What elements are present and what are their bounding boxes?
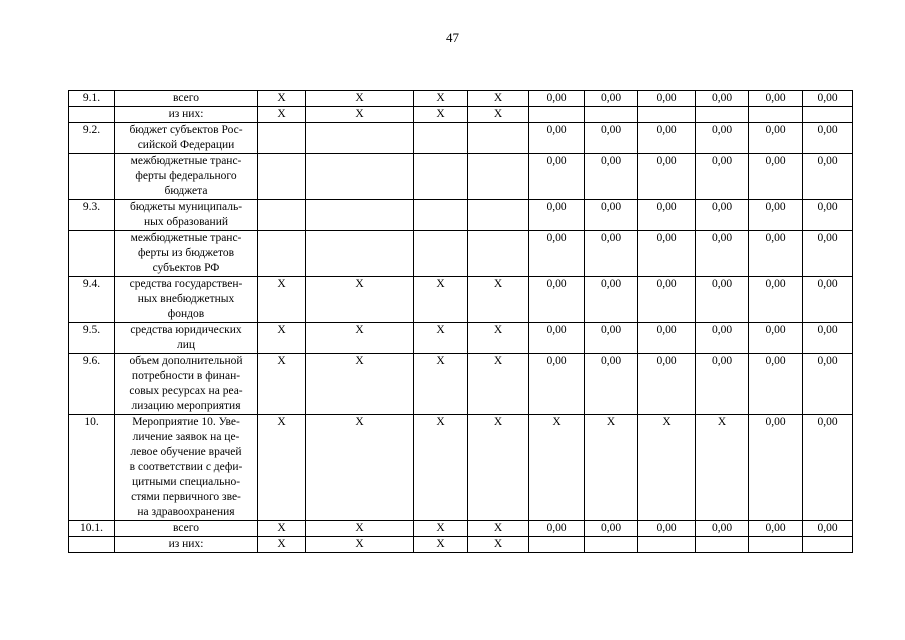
table-row	[69, 91, 853, 107]
value-cell: Х	[306, 107, 414, 123]
row-description-cell: межбюджетные транс- ферты из бюджетов субъектов РФ	[115, 231, 258, 277]
value-cell: 0,00	[638, 354, 696, 415]
row-number-cell: 10.1.	[69, 521, 115, 537]
row-description-cell: из них:	[115, 537, 258, 553]
value-cell: 0,00	[803, 521, 853, 537]
value-cell	[468, 154, 529, 200]
value-cell: Х	[414, 415, 468, 521]
row-description-cell: Мероприятие 10. Уве- личение заявок на це- левое обучение врачей в соответствии с дефи- цитными специально- стями первичного зве- на здравоохранения	[115, 415, 258, 521]
value-cell: 0,00	[749, 323, 803, 354]
value-cell: Х	[306, 323, 414, 354]
value-cell: 0,00	[803, 354, 853, 415]
value-cell	[468, 231, 529, 277]
table-row	[69, 415, 853, 521]
table-row	[69, 277, 853, 323]
value-cell: Х	[306, 415, 414, 521]
value-cell: 0,00	[585, 200, 638, 231]
value-cell: 0,00	[529, 154, 585, 200]
row-number-cell: 9.6.	[69, 354, 115, 415]
value-cell: 0,00	[749, 521, 803, 537]
value-cell: 0,00	[529, 123, 585, 154]
value-cell: Х	[306, 91, 414, 107]
table-row	[69, 154, 853, 200]
table-row	[69, 323, 853, 354]
value-cell: 0,00	[803, 323, 853, 354]
value-cell: Х	[585, 415, 638, 521]
value-cell: 0,00	[638, 521, 696, 537]
value-cell: Х	[468, 91, 529, 107]
row-description-cell: объем дополнительной потребности в финан- совых ресурсах на реа- лизацию мероприятия	[115, 354, 258, 415]
row-number-cell	[69, 107, 115, 123]
value-cell	[529, 537, 585, 553]
value-cell	[529, 107, 585, 123]
value-cell: 0,00	[803, 154, 853, 200]
value-cell: 0,00	[585, 123, 638, 154]
row-description-cell: средства юридических лиц	[115, 323, 258, 354]
value-cell: Х	[414, 91, 468, 107]
value-cell: Х	[306, 537, 414, 553]
value-cell: 0,00	[638, 154, 696, 200]
value-cell: 0,00	[803, 415, 853, 521]
value-cell: 0,00	[749, 154, 803, 200]
value-cell	[468, 200, 529, 231]
value-cell	[258, 154, 306, 200]
value-cell: 0,00	[696, 91, 749, 107]
value-cell: 0,00	[585, 277, 638, 323]
page-number: 47	[446, 30, 459, 45]
value-cell: Х	[414, 277, 468, 323]
value-cell	[306, 200, 414, 231]
value-cell: 0,00	[803, 91, 853, 107]
value-cell: Х	[468, 354, 529, 415]
value-cell	[803, 537, 853, 553]
row-number-cell: 9.4.	[69, 277, 115, 323]
row-description-cell: всего	[115, 521, 258, 537]
value-cell: Х	[468, 323, 529, 354]
value-cell: 0,00	[529, 200, 585, 231]
value-cell: 0,00	[696, 277, 749, 323]
table-row	[69, 521, 853, 537]
row-description-cell: бюджеты муниципаль- ных образований	[115, 200, 258, 231]
value-cell	[749, 107, 803, 123]
value-cell: 0,00	[638, 323, 696, 354]
value-cell	[749, 537, 803, 553]
row-number-cell: 9.1.	[69, 91, 115, 107]
value-cell: 0,00	[638, 277, 696, 323]
value-cell: 0,00	[803, 277, 853, 323]
row-description-cell: межбюджетные транс- ферты федерального бюджета	[115, 154, 258, 200]
row-number-cell	[69, 231, 115, 277]
value-cell: 0,00	[696, 231, 749, 277]
value-cell	[258, 231, 306, 277]
value-cell	[306, 154, 414, 200]
row-description-cell: средства государствен- ных внебюджетных фондов	[115, 277, 258, 323]
value-cell: Х	[529, 415, 585, 521]
value-cell: 0,00	[696, 123, 749, 154]
value-cell	[258, 123, 306, 154]
budget-table	[68, 90, 853, 553]
value-cell: 0,00	[529, 231, 585, 277]
value-cell: Х	[258, 107, 306, 123]
value-cell	[696, 537, 749, 553]
value-cell	[414, 231, 468, 277]
value-cell: 0,00	[529, 91, 585, 107]
row-description-cell: из них:	[115, 107, 258, 123]
value-cell: Х	[306, 354, 414, 415]
value-cell	[585, 107, 638, 123]
value-cell: 0,00	[749, 415, 803, 521]
value-cell: 0,00	[585, 323, 638, 354]
value-cell: Х	[638, 415, 696, 521]
value-cell: 0,00	[638, 231, 696, 277]
row-description-cell: всего	[115, 91, 258, 107]
table-row	[69, 123, 853, 154]
value-cell: Х	[696, 415, 749, 521]
value-cell	[638, 107, 696, 123]
value-cell: Х	[414, 537, 468, 553]
value-cell: Х	[258, 354, 306, 415]
value-cell: 0,00	[749, 200, 803, 231]
value-cell: 0,00	[585, 91, 638, 107]
table-row	[69, 537, 853, 553]
value-cell: Х	[258, 415, 306, 521]
value-cell	[414, 123, 468, 154]
value-cell: Х	[468, 521, 529, 537]
table-row	[69, 354, 853, 415]
value-cell: Х	[468, 415, 529, 521]
value-cell: Х	[306, 277, 414, 323]
value-cell: 0,00	[803, 200, 853, 231]
value-cell: Х	[258, 91, 306, 107]
value-cell: 0,00	[585, 231, 638, 277]
value-cell: 0,00	[803, 231, 853, 277]
row-number-cell: 9.3.	[69, 200, 115, 231]
value-cell: 0,00	[638, 123, 696, 154]
row-number-cell: 9.5.	[69, 323, 115, 354]
value-cell: Х	[414, 521, 468, 537]
value-cell: 0,00	[749, 123, 803, 154]
value-cell: Х	[414, 354, 468, 415]
value-cell: 0,00	[638, 91, 696, 107]
value-cell: Х	[468, 537, 529, 553]
value-cell: 0,00	[529, 521, 585, 537]
value-cell: 0,00	[696, 323, 749, 354]
value-cell: 0,00	[585, 354, 638, 415]
table-row	[69, 107, 853, 123]
value-cell: Х	[414, 107, 468, 123]
value-cell	[306, 123, 414, 154]
value-cell: Х	[258, 521, 306, 537]
row-number-cell	[69, 537, 115, 553]
row-description-cell: бюджет субъектов Рос- сийской Федерации	[115, 123, 258, 154]
value-cell	[414, 154, 468, 200]
value-cell: 0,00	[803, 123, 853, 154]
value-cell: 0,00	[696, 521, 749, 537]
value-cell: 0,00	[638, 200, 696, 231]
value-cell: 0,00	[749, 91, 803, 107]
value-cell: 0,00	[749, 231, 803, 277]
value-cell	[638, 537, 696, 553]
value-cell: Х	[258, 323, 306, 354]
value-cell: Х	[468, 107, 529, 123]
value-cell: 0,00	[749, 354, 803, 415]
value-cell: Х	[414, 323, 468, 354]
value-cell	[585, 537, 638, 553]
value-cell: Х	[258, 537, 306, 553]
table-row	[69, 200, 853, 231]
value-cell	[414, 200, 468, 231]
row-number-cell	[69, 154, 115, 200]
value-cell: 0,00	[749, 277, 803, 323]
value-cell: 0,00	[696, 354, 749, 415]
value-cell	[306, 231, 414, 277]
value-cell: 0,00	[585, 154, 638, 200]
value-cell: 0,00	[585, 521, 638, 537]
value-cell: Х	[258, 277, 306, 323]
row-number-cell: 9.2.	[69, 123, 115, 154]
value-cell: 0,00	[529, 323, 585, 354]
value-cell	[468, 123, 529, 154]
value-cell: 0,00	[529, 277, 585, 323]
table-body	[69, 91, 853, 553]
value-cell	[258, 200, 306, 231]
value-cell: Х	[468, 277, 529, 323]
table-row	[69, 231, 853, 277]
row-number-cell: 10.	[69, 415, 115, 521]
value-cell	[803, 107, 853, 123]
value-cell: 0,00	[696, 200, 749, 231]
value-cell: 0,00	[696, 154, 749, 200]
value-cell: 0,00	[529, 354, 585, 415]
value-cell: Х	[306, 521, 414, 537]
value-cell	[696, 107, 749, 123]
